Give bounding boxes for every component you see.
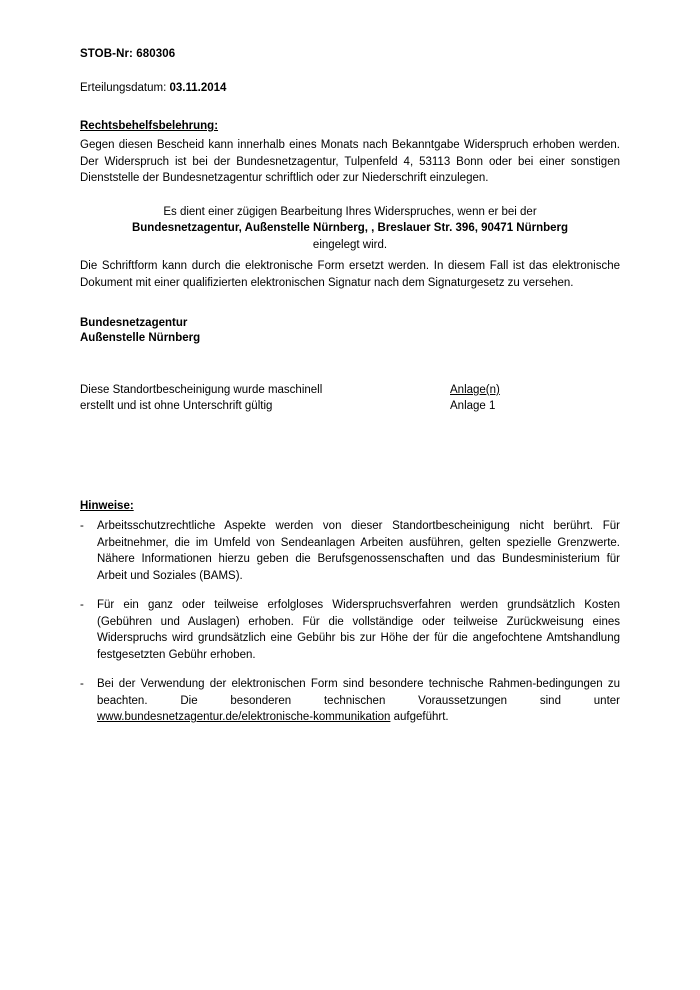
- bullet-dash-icon: -: [80, 520, 84, 532]
- machine-note-line-2: erstellt und ist ohne Unterschrift gültig: [80, 400, 273, 412]
- legal-remedies-paragraph: Gegen diesen Bescheid kann innerhalb eines Monats nach Bekanntgabe Widerspruch erhoben werden. Der Widerspruch ist bei der Bundesnetzagentur, Tulpenfeld 4, 53113 Bonn oder bei einer sonstigen Dienststelle der Bundesnetzagentur schriftlich oder zur Niederschrift einzulegen.: [80, 139, 620, 184]
- attachments-block: [450, 382, 620, 414]
- electronic-form-paragraph: Die Schriftform kann durch die elektronische Form ersetzt werden. In diesem Fall ist das elektronische Dokument mit einer qualifizierten elektronischen Signatur nach dem Signaturgesetz zu versehen.: [80, 260, 620, 289]
- objection-address-block: [80, 204, 620, 254]
- issue-date-line: [80, 82, 620, 94]
- bullet-dash-icon: -: [80, 678, 84, 690]
- issue-date-value: 03.11.2014: [169, 82, 227, 94]
- document-content: [80, 48, 620, 739]
- machine-note-line-1: Diese Standortbescheinigung wurde maschinell: [80, 384, 323, 396]
- issuer-block: [80, 316, 620, 346]
- notes-list: [80, 518, 620, 726]
- list-item: [80, 597, 620, 663]
- machine-generated-note: [80, 382, 450, 414]
- list-item: [80, 676, 620, 726]
- issue-date-label: Erteilungsdatum:: [80, 82, 170, 94]
- notes-heading: Hinweise:: [80, 500, 134, 512]
- note-text: [97, 676, 620, 726]
- objection-address-line: Bundesnetzagentur, Außenstelle Nürnberg, , Breslauer Str. 396, 90471 Nürnberg: [131, 222, 569, 234]
- list-item: [80, 518, 620, 584]
- bullet-dash-icon: -: [80, 599, 84, 611]
- issuer-authority: Bundesnetzagentur: [80, 317, 188, 329]
- note-text-after-link: aufgeführt.: [390, 711, 449, 723]
- note-text: Für ein ganz oder teilweise erfolgloses Widerspruchsverfahren werden grundsätzlich Kosten (Gebühren und Auslagen) erhoben. Für die vollständige oder teilweise Zurückweisung eines Widerspruchs wird grundsätzlich eine Gebühr bis zur Höhe der für die angefochtene Amtshandlung festgesetzten Gebühr erhoben.: [97, 599, 620, 661]
- legal-remedies-heading: Rechtsbehelfsbelehrung:: [80, 120, 219, 132]
- objection-closing-line: eingelegt wird.: [312, 238, 388, 251]
- stob-number: STOB-Nr: 680306: [80, 48, 176, 60]
- note-text-before-link: Bei der Verwendung der elektronischen Form sind besondere technische Rahmen-bedingungen zu beachten. Die besonderen technischen Voraussetzungen sind unter: [97, 678, 620, 707]
- machine-note-and-attachments: [80, 382, 620, 414]
- note-text: Arbeitsschutzrechtliche Aspekte werden von dieser Standortbescheinigung nicht berührt. Für Arbeitnehmer, die im Umfeld von Sendeanlagen Arbeiten ausführen, gelten spezielle Grenzwerte. Nähere Informationen hierzu geben die Berufsgenossenschaften und das Bundesministerium für Arbeit und Soziales (BAMS).: [97, 520, 620, 582]
- bnetza-electronic-communication-link[interactable]: www.bundesnetzagentur.de/elektronische-kommunikation: [97, 711, 391, 723]
- issuer-office: Außenstelle Nürnberg: [80, 332, 201, 344]
- attachments-item: Anlage 1: [450, 400, 496, 412]
- attachments-heading: Anlage(n): [450, 384, 500, 396]
- objection-intro-line: Es dient einer zügigen Bearbeitung Ihres Widerspruches, wenn er bei der: [163, 205, 537, 218]
